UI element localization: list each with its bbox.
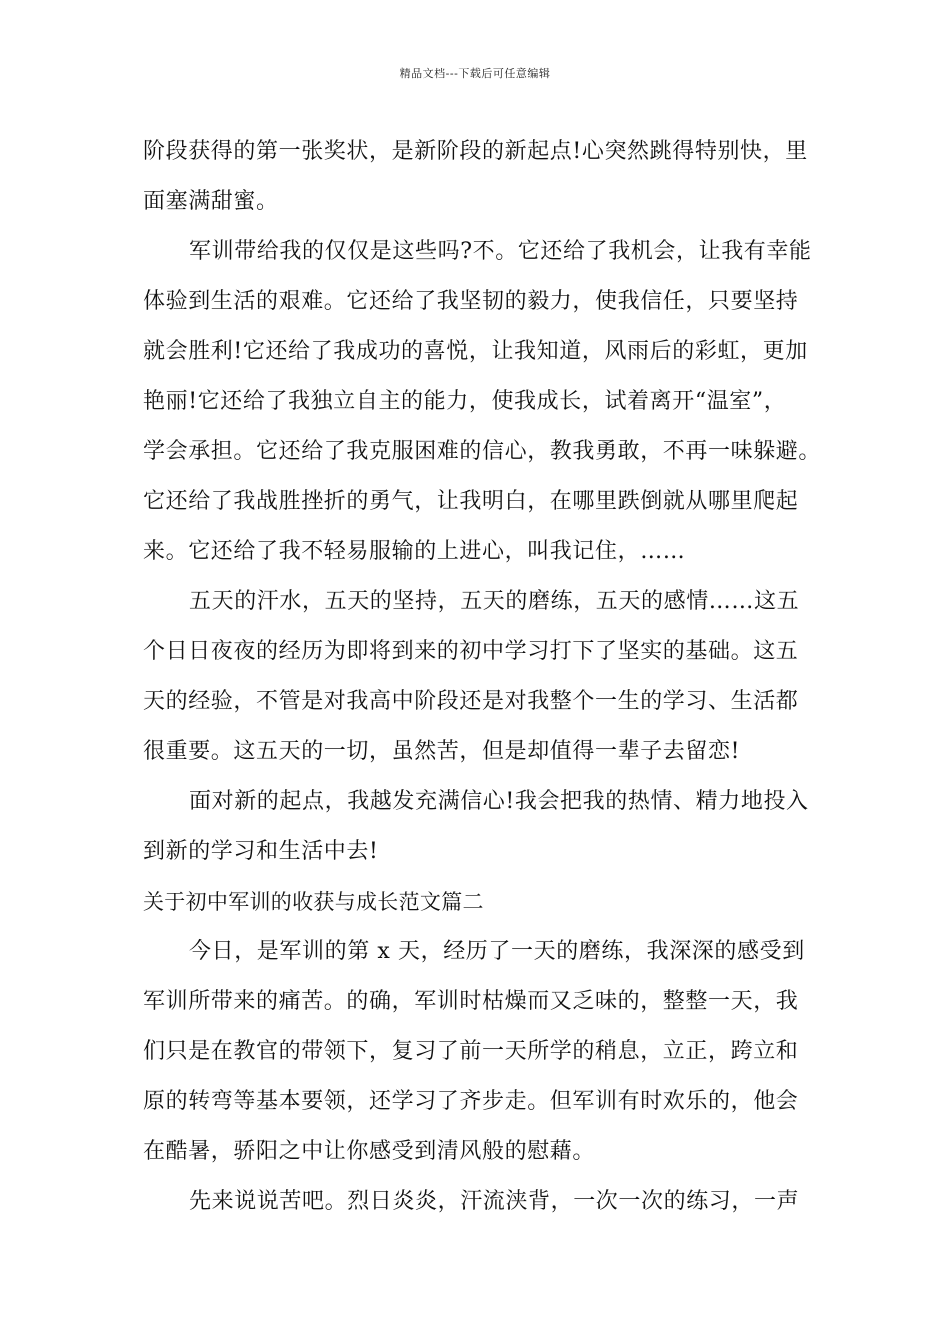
- text-line: 军训带给我的仅仅是这些吗?不。它还给了我机会，让我有幸能: [189, 239, 812, 264]
- text-line: 面对新的起点，我越发充满信心!我会把我的热情、精力地投入: [189, 789, 809, 814]
- text-line: 天的经验，不管是对我高中阶段还是对我整个一生的学习、生活都: [143, 689, 799, 714]
- text-line: 来。它还给了我不轻易服输的上进心，叫我记住，……: [143, 539, 686, 564]
- text-line: 到新的学习和生活中去!: [143, 839, 379, 864]
- text-line: 军训所带来的痛苦。的确，军训时枯燥而又乏味的，整整一天，我: [143, 989, 799, 1014]
- text-line: 们只是在教官的带领下，复习了前一天所学的稍息，立正，跨立和: [143, 1039, 799, 1064]
- text-line: 学会承担。它还给了我克服困难的信心，教我勇敢，不再一味躲避。: [143, 439, 822, 464]
- text-line: 体验到生活的艰难。它还给了我坚韧的毅力，使我信任，只要坚持: [143, 289, 799, 314]
- text-line: 阶段获得的第一张奖状，是新阶段的新起点!心突然跳得特别快，里: [143, 139, 808, 164]
- text-line: 很重要。这五天的一切，虽然苦，但是却值得一辈子去留恋!: [143, 739, 741, 764]
- text-line: 面塞满甜蜜。: [143, 189, 279, 214]
- page-header: 精品文档---下载后可任意编辑: [399, 67, 551, 80]
- document-body: [143, 127, 823, 1227]
- text-line: 个日日夜夜的经历为即将到来的初中学习打下了坚实的基础。这五: [143, 639, 799, 664]
- text-line: 在酷暑，骄阳之中让你感受到清风般的慰藉。: [143, 1139, 596, 1164]
- text-line: 就会胜利!它还给了我成功的喜悦，让我知道，风雨后的彩虹，更加: [143, 339, 808, 364]
- text-line: 它还给了我战胜挫折的勇气，让我明白，在哪里跌倒就从哪里爬起: [143, 489, 799, 514]
- text-line: 五天的汗水，五天的坚持，五天的磨练，五天的感情……这五: [189, 589, 800, 614]
- section-heading: 关于初中军训的收获与成长范文篇二: [143, 890, 484, 914]
- text-line: 今日，是军训的第 x 天，经历了一天的磨练，我深深的感受到: [189, 939, 805, 964]
- text-line: 艳丽!它还给了我独立自主的能力，使我成长，试着离开“温室”，: [143, 389, 787, 414]
- text-line: 原的转弯等基本要领，还学习了齐步走。但军训有时欢乐的，他会: [143, 1089, 799, 1114]
- text-line: 先来说说苦吧。烈日炎炎，汗流浃背，一次一次的练习，一声: [189, 1189, 800, 1214]
